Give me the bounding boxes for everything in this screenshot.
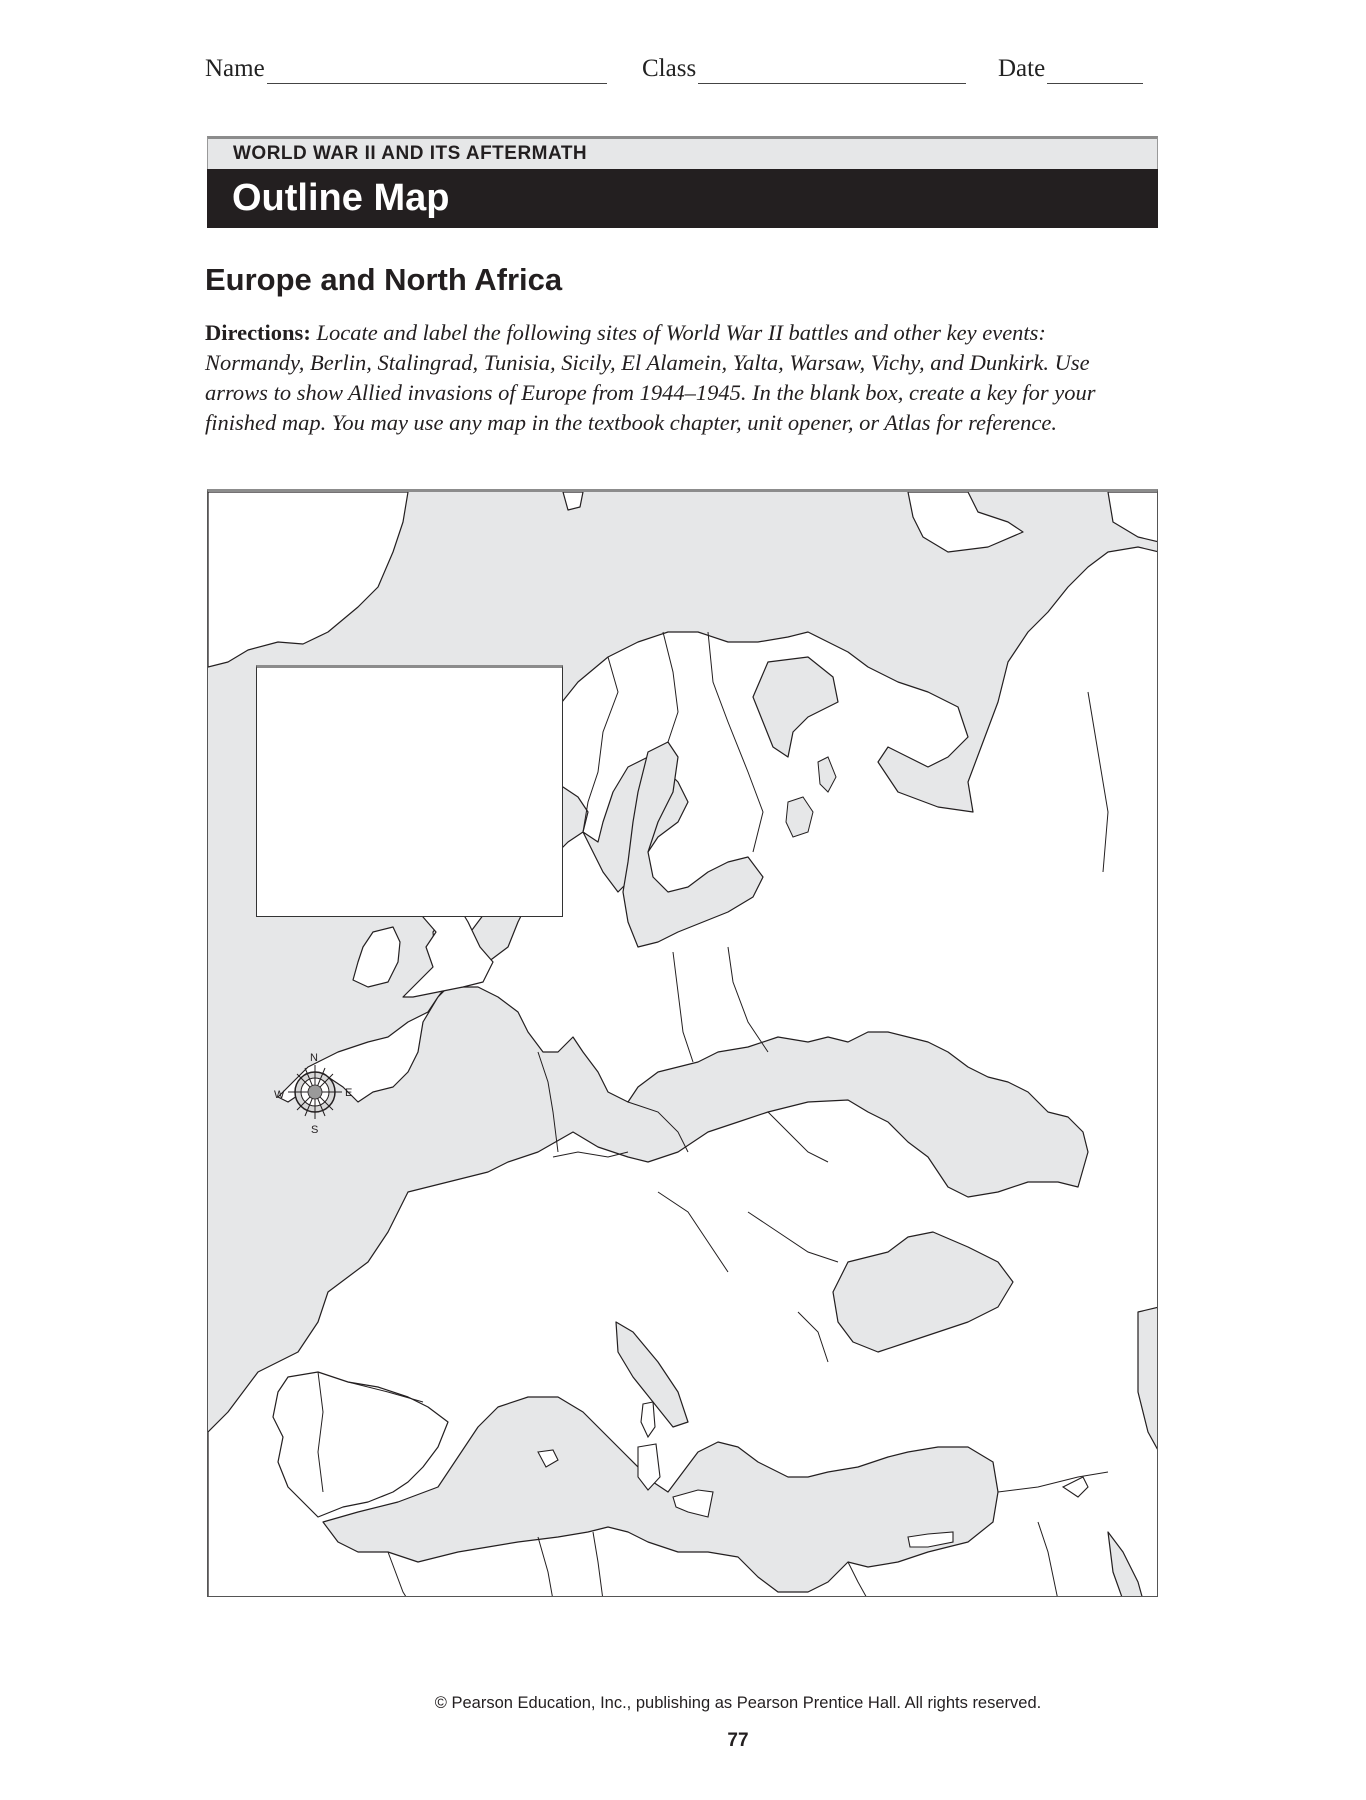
directions-label: Directions: [205,320,311,345]
compass-rose-icon [270,1047,360,1137]
compass-west-label: W [274,1089,285,1101]
compass-north-label: N [310,1052,318,1064]
date-field[interactable] [998,54,1143,84]
map-graphic [208,492,1158,1597]
map-key-box[interactable] [256,665,563,917]
directions [205,318,1150,438]
student-info-row [205,54,1158,88]
page-title: Outline Map [207,169,1158,228]
compass-south-label: S [311,1124,319,1136]
name-field[interactable] [205,54,607,84]
chapter-title: WORLD WAR II AND ITS AFTERMATH [207,136,1158,169]
arctic-island [563,492,583,510]
class-field[interactable] [642,54,966,84]
class-label: Class [642,55,697,82]
class-blank-line[interactable] [698,59,966,84]
arctic-east-landmass [1108,492,1158,542]
greenland-landmass [208,492,408,667]
border-austria-hungary [628,1102,688,1152]
directions-text: Locate and label the following sites of World War II battles and other key events: Normandy, Berlin, Stalingrad, Tunisia, Sicily, El Alamein, Yalta, Warsaw, Vichy, and Dunkirk. Use arrows to show Allied invasions of Europe from 1944–1945. In the blank box, create a key for your finished map. You may use any map in the textbook chapter, unit opener, or Atlas for reference. [205,320,1096,435]
date-label: Date [998,55,1046,82]
page-number: 77 [727,1730,749,1751]
name-blank-line[interactable] [267,59,607,84]
worksheet-header [207,136,1158,228]
border-france-germany [538,1052,558,1152]
outline-map [207,489,1158,1597]
compass-east-label: E [345,1087,353,1099]
date-blank-line[interactable] [1047,59,1143,84]
section-title: Europe and North Africa [205,262,563,297]
copyright-notice: © Pearson Education, Inc., publishing as Pearson Prentice Hall. All rights reserved. [434,1694,1042,1712]
name-label: Name [205,55,265,82]
novaya-zemlya-landmass [908,492,1023,552]
ireland [353,927,400,987]
